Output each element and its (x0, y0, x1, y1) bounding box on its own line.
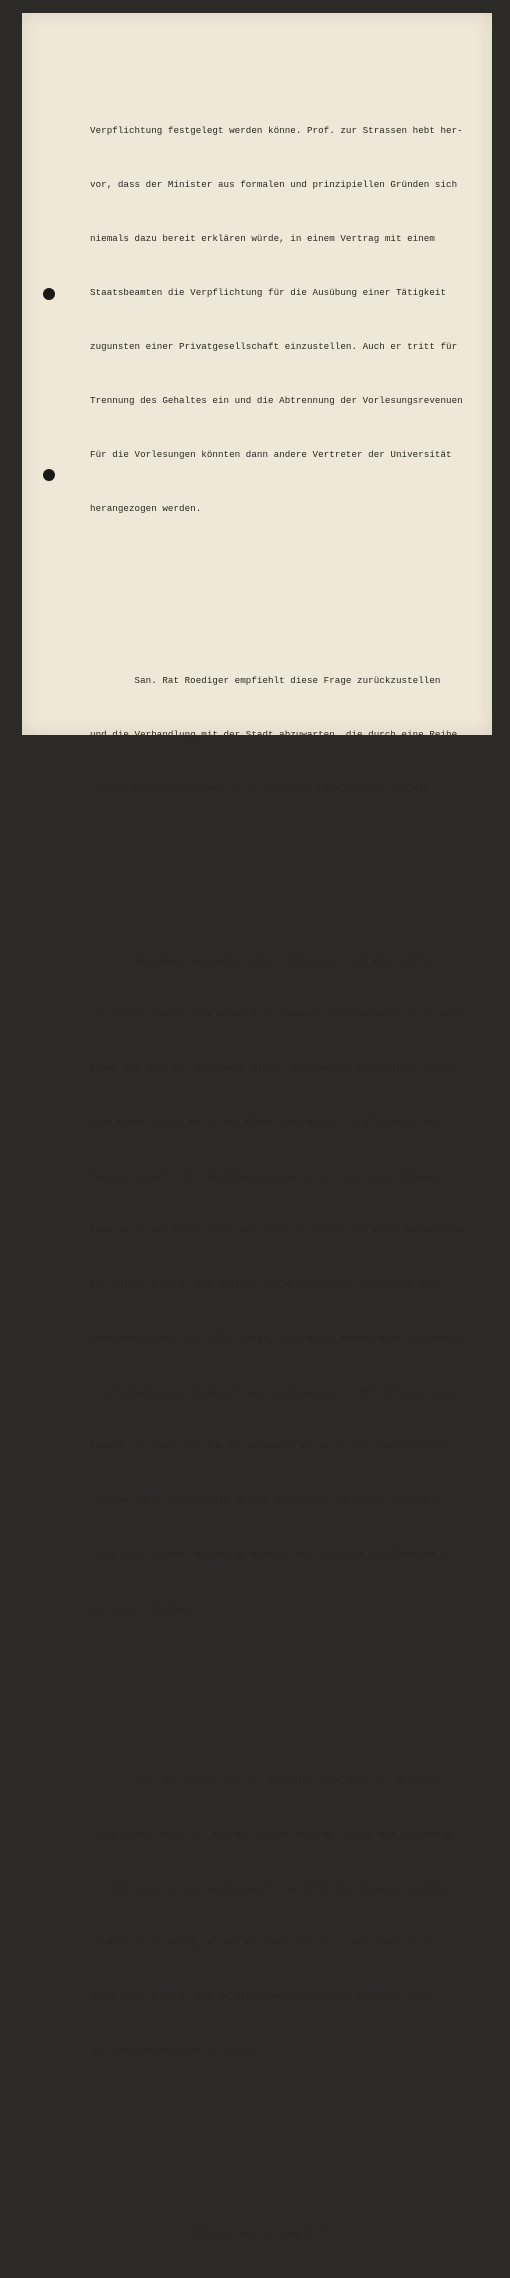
text-line: kommission des Staates bei den Schulen. Es besteht eine Jurisdikton (90, 1225, 463, 1236)
text-line: zugunsten einer Privatgesellschaft einzustellen. Auch er tritt für (90, 341, 458, 352)
text-line: Staatsbeamten die Verpflichtung für die Ausübung einer Tätigkeit (90, 287, 447, 298)
text-line: von Personalunionen sich in der gleichen Lage befinde wie wir. (90, 783, 435, 794)
paragraph-1 (90, 86, 510, 554)
punch-hole (43, 469, 55, 481)
text-line: täten nicht zutreffe. Bei der Schule habe der Staat ein berechtig- (90, 1829, 458, 1840)
text-line: niemals dazu bereit erklären würde, in einem Vertrag mit einem (90, 233, 435, 244)
text-line: ihrer staatlichen Tätigkeit den übernommenen Verpflichtungen nach- (90, 1387, 458, 1398)
paragraph-4 (90, 1736, 510, 2096)
text-line: serhalb ihres Amtes; worauf Dr. Sack erwidert, dass auch nicht (90, 1937, 435, 1948)
paragraph-2 (90, 636, 510, 834)
punch-hole (43, 288, 55, 300)
text-line: Für die Vorlesungen könnten dann andere Vertreter der Universität (90, 449, 452, 460)
text-line: San. Rat Laquer ist der Ansicht, dass dies für Universi- (90, 1775, 447, 1786)
text-line: Hand haben diesen Herrn zur Einhaltung seiner Verpflichtung zu (90, 1117, 435, 1128)
text-line: vor, dass der Minister aus formalen und prinzipiellen Gründen sich (90, 179, 458, 190)
text-line: herangezogen werden. (90, 503, 202, 514)
paragraph-3 (90, 916, 510, 1654)
text-line: einnahmen haben, die dafür sorgt, dass diese Beamte auch ausserhalb (90, 1333, 463, 1344)
text-line: zwingen, erwähnt Dr. Sack das Vorhandensein einer Untersuchungs- (90, 1171, 447, 1182)
closing-minutes: 20 (318, 2224, 327, 2232)
text-line: kommen. Er führt hierfür verschiedene Beispiele an, aus denen her- (90, 1441, 458, 1452)
closing-line (90, 2224, 510, 2242)
text-line: San. Rat Roediger empfiehlt diese Frage zurückzustellen (90, 675, 441, 686)
text-line: pflichteter Dozent der Universität unseren Anforderungen nicht nach (90, 1009, 463, 1020)
closing-period: . (326, 2227, 338, 2238)
text-line: Jurisdikton unterworfen seien. (90, 2045, 257, 2056)
text-line: vorgeht, dass Beamte, die solche Nebenämter zur Unzufriedenheit (90, 1495, 441, 1506)
text-line: staatliche Beamte, die an einem Schulunterricht amtieren einer (90, 1991, 435, 2002)
text-line: tes Interesse an der ausübenden Tätigkeit seiner Beamten auch aus- (90, 1883, 458, 1894)
text-line: ihrer Auftraggeber ausführen seitens der obersten Schulbehörde ei- (90, 1549, 458, 1560)
document-page (22, 13, 492, 2238)
text-line: kommt und dass wir gegenüber dieser Möglichkeit kein Mittel an der (90, 1063, 458, 1074)
typed-minutes-text (90, 50, 510, 2278)
text-line: nen Verweis bekamen. (90, 1603, 202, 1614)
text-line: Gegenüber der geäusserten Auffassung, dass ein uns ver- (90, 955, 441, 966)
text-line: Verpflichtung festgelegt werden könne. Prof. zur Strassen hebt her- (90, 125, 463, 136)
text-line: Trennung des Gehaltes ein und die Abtrennung der Vorlesungsrevenuen (90, 395, 463, 406)
closing-text: Schluss der Sitzung 8 (90, 2227, 319, 2238)
text-line: und die Verhandlung mit der Stadt abzuwarten, die durch eine Reihe (90, 729, 458, 740)
text-line: für solche Beamte, die seitens des Ministeriums genehmigte Neben- (90, 1279, 452, 1290)
